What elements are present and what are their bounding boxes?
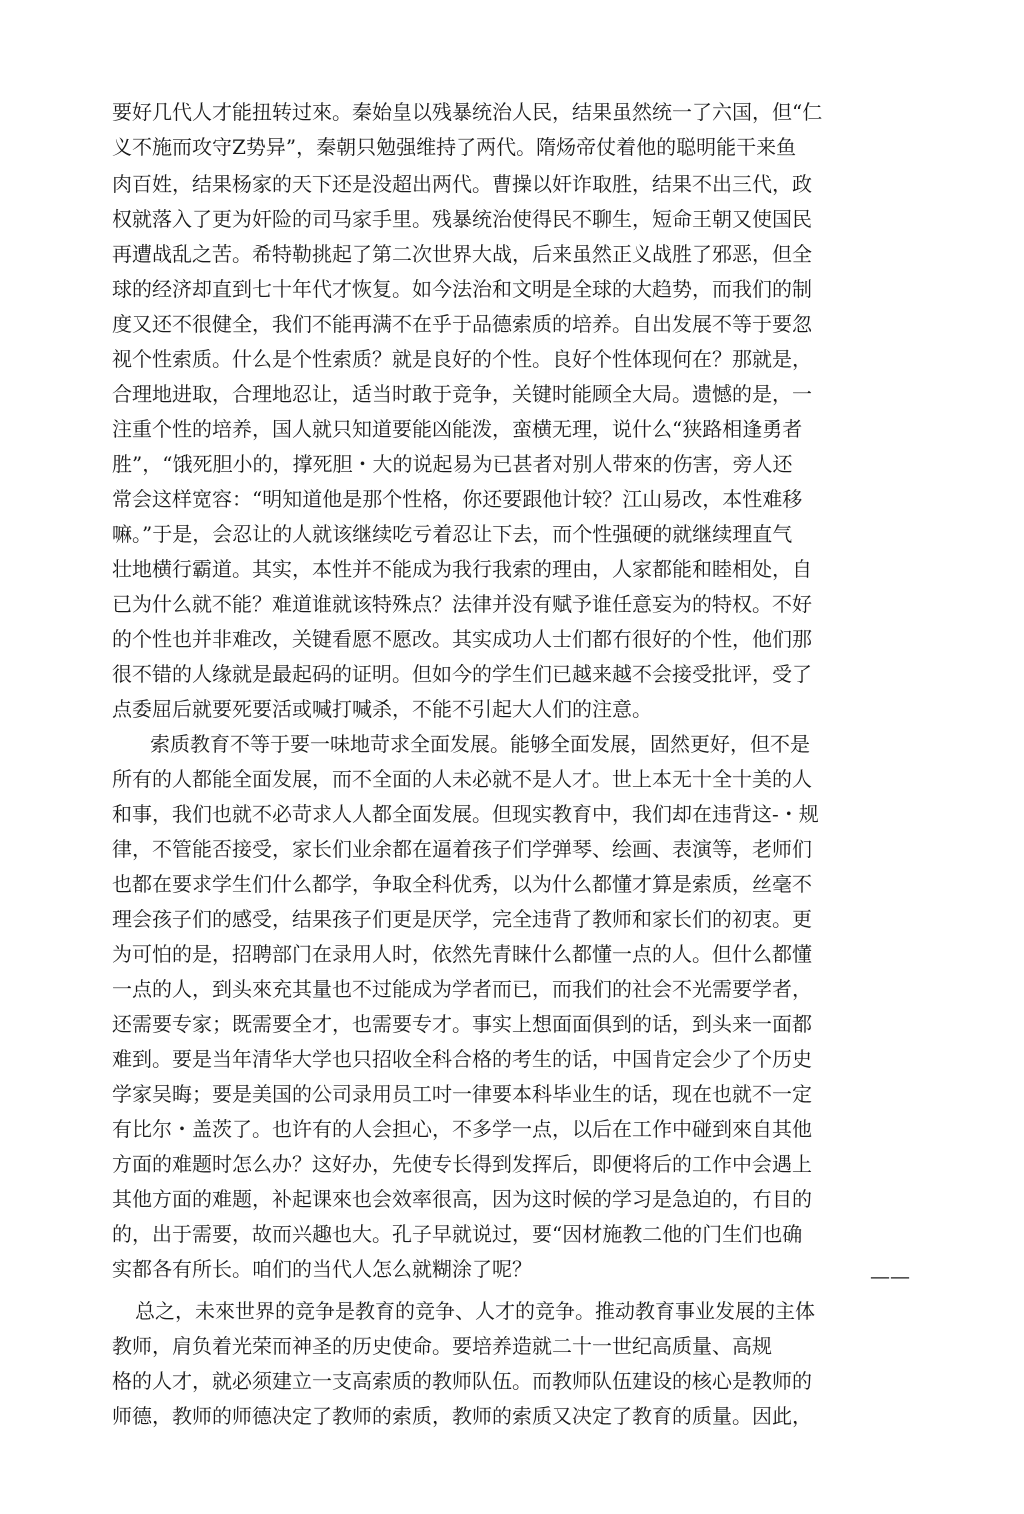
- text-line: 肉百姓，结果杨家的天下还是没超出两代。曹操以奸诈取胜，结果不出三代，政: [112, 172, 812, 196]
- text-line: 常会这样宽容：“明知道他是那个性格，你还要跟他计较？江山易改，本性难移: [112, 487, 803, 511]
- text-line: 理会孩子们的感受，结果孩子们更是厌学，完全违背了教师和家长们的初衷。更: [112, 907, 812, 931]
- text-line: 所有的人都能全面发展，而不全面的人未必就不是人才。世上本无十全十美的人: [112, 767, 812, 791]
- text-line: 实都各有所长。咱们的当代人怎么就糊涂了呢？: [112, 1257, 532, 1281]
- text-line: 的，出于需要，故而兴趣也大。孔子早就说过，要“因材施教二他的门生们也确: [112, 1222, 803, 1246]
- text-line: 球的经济却直到七十年代才恢复。如今法治和文明是全球的大趋势，而我们的制: [112, 277, 812, 301]
- text-line: 合理地进取，合理地忍让，适当时敢于竞争，关键时能顾全大局。遗憾的是，一: [112, 382, 812, 406]
- text-line: 方面的难题时怎么办？这好办，先使专长得到发挥后，即便将后的工作中会遇上: [112, 1152, 812, 1176]
- text-line: 教师，肩负着光荣而神圣的历史使命。要培养造就二十一世纪高质量、高规: [112, 1334, 772, 1358]
- text-line: 义不施而攻守Z势异”，秦朝只勉强维持了两代。隋炀帝仗着他的聪明能干来鱼: [112, 135, 797, 159]
- text-line: 为可怕的是，招聘部门在录用人时，依然先青睐什么都懂一点的人。但什么都懂: [112, 942, 812, 966]
- text-line: 点委屈后就要死要活或喊打喊杀，不能不引起大人们的注意。: [112, 697, 652, 721]
- text-line: 的个性也并非难改，关键看愿不愿改。其实成功人士们都冇很好的个性，他们那: [112, 627, 812, 651]
- text-line: 视个性索质。什么是个性索质？就是良好的个性。良好个性体现何在？那就是，: [112, 347, 812, 371]
- text-line: 律，不管能否接受，家长们业余都在逼着孩子们学弹琴、绘画、表演等，老师们: [112, 837, 812, 861]
- text-line: 很不错的人缘就是最起码的证明。但如今的学生们已越来越不会接受批评，受了: [112, 662, 812, 686]
- text-line: 格的人才，就必须建立一支高索质的教师队伍。而教师队伍建设的核心是教师的: [112, 1369, 812, 1393]
- text-line: 索质教育不等于要一味地苛求全面发展。能够全面发展，固然更好，但不是: [130, 732, 810, 756]
- text-line: 嘛。”于是，会忍让的人就该继续吃亏着忍让下去，而个性强硬的就继续理直气: [112, 522, 793, 546]
- text-line: 再遭战乱之苦。希特勒挑起了第二次世界大战，后来虽然正义战胜了邪恶，但全: [112, 242, 812, 266]
- text-line: 有比尔・盖茨了。也许有的人会担心，不多学一点，以后在工作中碰到來自其他: [112, 1117, 812, 1141]
- text-line: 要好几代人才能扭转过來。秦始皇以残暴统治人民，结果虽然统一了六国，但“仁: [112, 100, 823, 124]
- text-line: 度又还不很健全，我们不能再满不在乎于品德索质的培养。自出发展不等于要忽: [112, 312, 812, 336]
- text-line: 壮地横行霸道。其实，本性并不能成为我行我索的理由，人家都能和睦相处，自: [112, 557, 812, 581]
- text-line: 其他方面的难题，补起课來也会效率很高，因为这时候的学习是急迫的，冇目的: [112, 1187, 812, 1211]
- text-line: 总之，未來世界的竞争是教育的竞争、人才的竞争。推动教育事业发展的主体: [115, 1299, 815, 1323]
- text-line: 难到。要是当年清华大学也只招收全科合格的考生的话，中国肯定会少了个历史: [112, 1047, 812, 1071]
- text-line: 一点的人，到头來充其量也不过能成为学者而已，而我们的社会不光需要学者，: [112, 977, 812, 1001]
- text-line: 已为什么就不能？难道谁就该特殊点？法律并没有赋予谁任意妄为的特权。不好: [112, 592, 812, 616]
- text-line: 胜”，“饿死胆小的，撑死胆・大的说起易为已甚者对别人带來的伤害，旁人还: [112, 452, 793, 476]
- text-line: 也都在要求学生们什么都学，争取全科优秀，以为什么都懂才算是索质，丝毫不: [112, 872, 812, 896]
- em-dash: ——: [870, 1264, 910, 1288]
- text-line: 学家吴晦；要是美国的公司录用员工吋一律要本科毕业生的话，现在也就不一定: [112, 1082, 812, 1106]
- text-line: 和事，我们也就不必苛求人人都全面发展。但现实教育中，我们却在违背这-・规: [112, 802, 819, 826]
- text-line: 注重个性的培养，国人就只知道要能凶能泼，蛮横无理，说什么“狭路相逢勇者: [112, 417, 803, 441]
- text-line: 师德，教师的师德决定了教师的索质，教师的索质又决定了教育的质量。因此，: [112, 1404, 812, 1428]
- text-line: 权就落入了更为奸险的司马家手里。残暴统治使得民不聊生，短命王朝又使国民: [112, 207, 812, 231]
- text-line: 还需要专家；既需要全才，也需要专才。事实上想面面俱到的话，到头来一面都: [112, 1012, 812, 1036]
